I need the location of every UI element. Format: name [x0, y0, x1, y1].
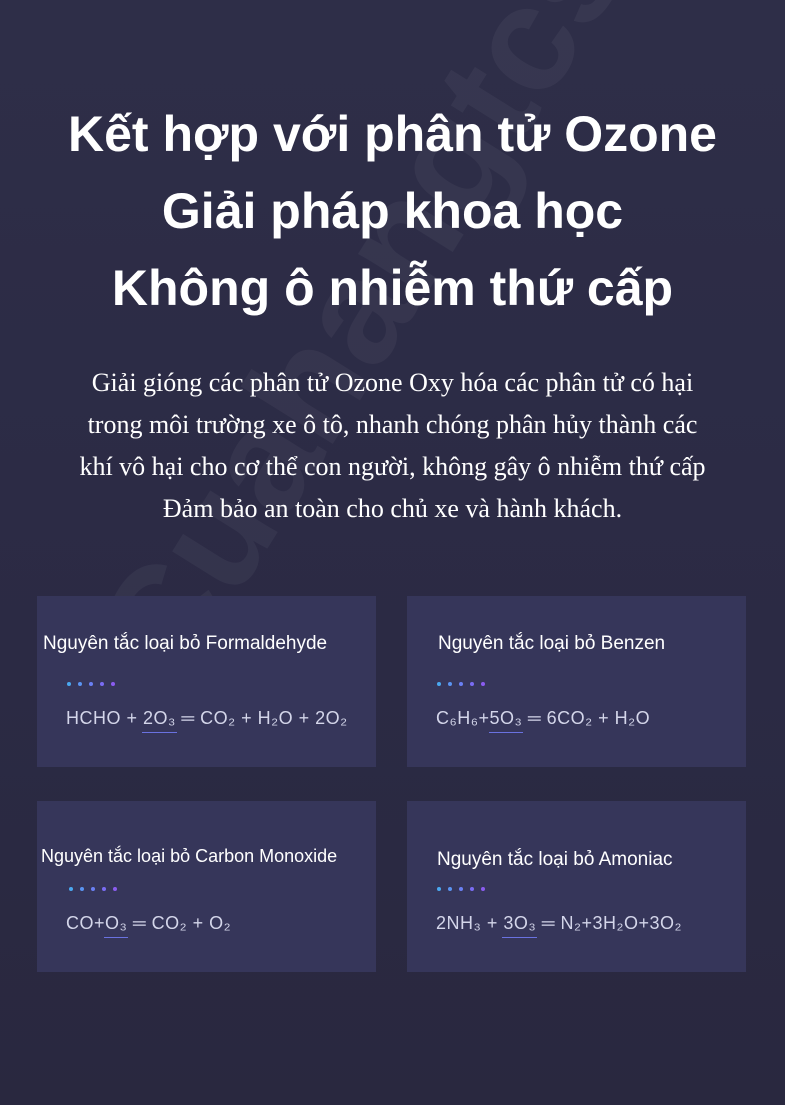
card-title: Nguyên tắc loại bỏ Benzen [438, 633, 666, 654]
dot [111, 682, 115, 686]
dot [437, 682, 441, 686]
dot [470, 682, 474, 686]
headline-line-1: Kết hợp với phân tử Ozone [68, 106, 717, 162]
description-line-4: Đảm bảo an toàn cho chủ xe và hành khách. [162, 494, 623, 523]
dot [481, 887, 485, 891]
dot [437, 887, 441, 891]
dots-decoration [437, 682, 485, 686]
card-carbon-monoxide [37, 801, 376, 972]
dot [470, 887, 474, 891]
formula-part: 2NH₃ + [436, 913, 504, 933]
dot [89, 682, 93, 686]
formula-part: HCHO + [66, 708, 144, 728]
dot [113, 887, 117, 891]
reaction-formula [66, 708, 348, 729]
dot [448, 887, 452, 891]
dots-decoration [69, 887, 117, 891]
description-line-1: Giải gióng các phân tử Ozone Oxy hóa các phân tử có hại [91, 368, 694, 397]
card-formaldehyde [37, 596, 376, 767]
description-line-2: trong môi trường xe ô tô, nhanh chóng phân hủy thành các [87, 410, 698, 439]
card-title: Nguyên tắc loại bỏ Formaldehyde [43, 633, 328, 654]
formula-part: CO+ [66, 913, 106, 933]
formula-part: ═ N₂+3H₂O+3O₂ [536, 913, 682, 933]
dot [91, 887, 95, 891]
dot [80, 887, 84, 891]
dot [102, 887, 106, 891]
description [20, 362, 765, 530]
formula-ozone: 5O₃ [489, 708, 523, 728]
card-title: Nguyên tắc loại bỏ Amoniac [437, 849, 673, 870]
formula-part: ═ 6CO₂ + H₂O [522, 708, 651, 728]
reaction-formula [436, 913, 682, 934]
formula-ozone: O₃ [105, 913, 128, 933]
formula-ozone: 3O₃ [503, 913, 537, 933]
dots-decoration [437, 887, 485, 891]
formula-part: ═ CO₂ + O₂ [127, 913, 232, 933]
dot [67, 682, 71, 686]
headline [0, 96, 785, 327]
dot [100, 682, 104, 686]
dot [459, 887, 463, 891]
reaction-formula [436, 708, 650, 729]
formula-ozone: 2O₃ [143, 708, 176, 728]
dot [459, 682, 463, 686]
headline-line-3: Không ô nhiễm thứ cấp [111, 260, 674, 316]
formula-part: ═ CO₂ + H₂O + 2O₂ [175, 708, 348, 728]
dot [481, 682, 485, 686]
card-title: Nguyên tắc loại bỏ Carbon Monoxide [41, 846, 338, 866]
dot [69, 887, 73, 891]
dots-decoration [67, 682, 115, 686]
headline-line-2: Giải pháp khoa học [161, 183, 624, 239]
reaction-formula [66, 913, 231, 934]
dot [78, 682, 82, 686]
formula-part: C₆H₆+ [436, 708, 490, 728]
description-line-3: khí vô hại cho cơ thể con người, không gây ô nhiễm thứ cấp [79, 452, 706, 481]
card-amoniac [407, 801, 746, 972]
dot [448, 682, 452, 686]
card-benzen [407, 596, 746, 767]
